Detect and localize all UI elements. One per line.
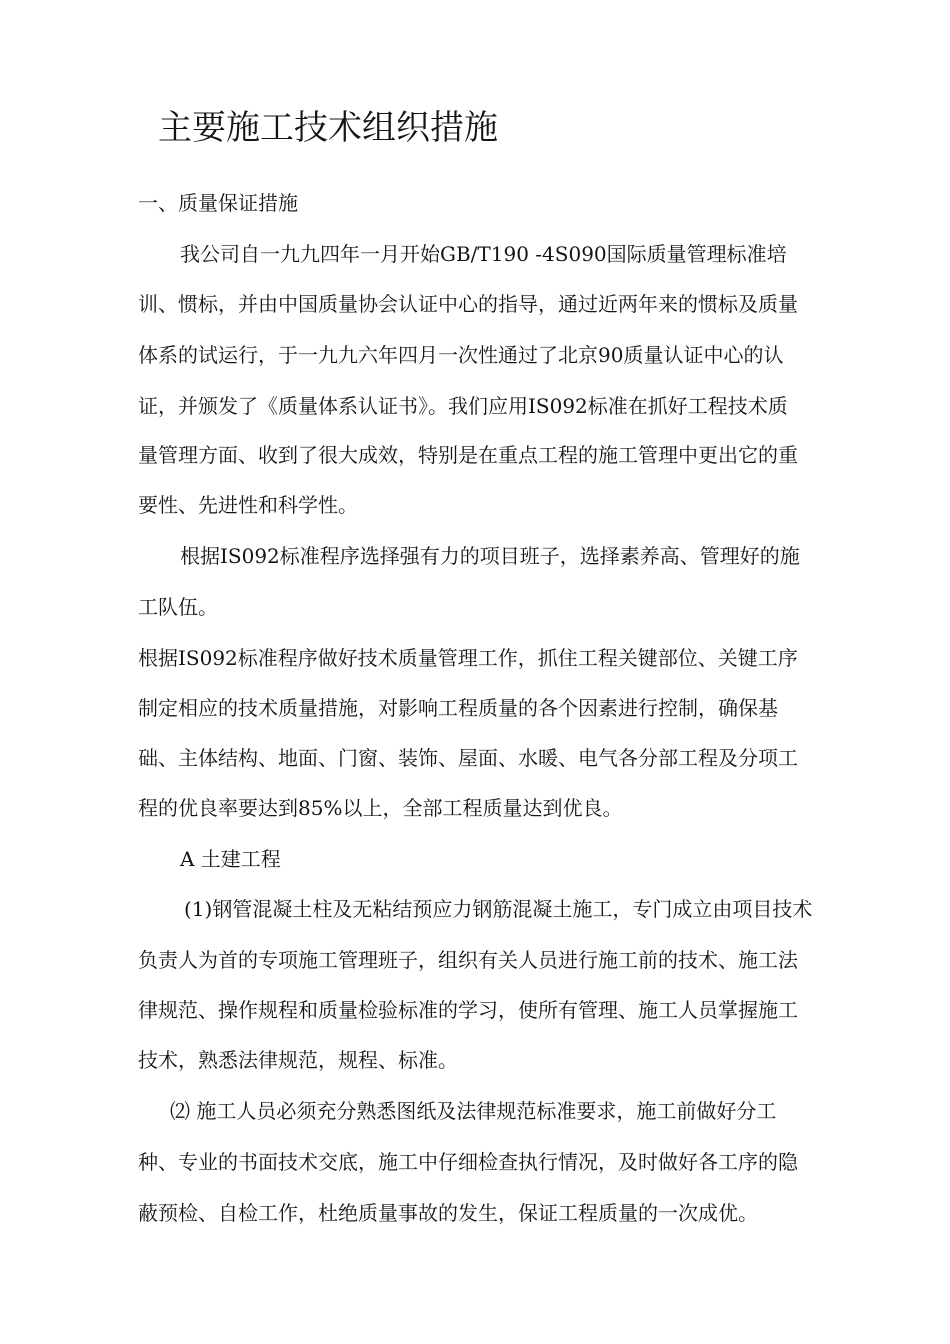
page-title: 主要施工技术组织措施 xyxy=(158,108,498,148)
paragraph-line: 负责人为首的专项施工管理班子，组织有关人员进行施工前的技术、施工法 xyxy=(138,948,798,972)
paragraph-line: 础、主体结构、地面、门窗、装饰、屋面、水暖、电气各分部工程及分项工 xyxy=(138,746,798,770)
paragraph-line: 训、惯标，并由中国质量协会认证中心的指导，通过近两年来的惯标及质量 xyxy=(138,292,798,316)
paragraph-line: 根据IS092标准程序选择强有力的项目班子，选择素养高、管理好的施 xyxy=(180,544,800,568)
paragraph-line: 律规范、操作规程和质量检验标准的学习，使所有管理、施工人员掌握施工 xyxy=(138,998,798,1022)
section-heading: 一、质量保证措施 xyxy=(138,191,298,215)
paragraph-line: 体系的试运行，于一九九六年四月一次性通过了北京90质量认证中心的认 xyxy=(138,343,784,367)
paragraph-line: 量管理方面、收到了很大成效，特别是在重点工程的施工管理中更出它的重 xyxy=(138,443,798,467)
paragraph-line: 证，并颁发了《质量体系认证书》。我们应用IS092标准在抓好工程技术质 xyxy=(138,394,788,418)
paragraph-line: 技术，熟悉法律规范，规程、标准。 xyxy=(138,1048,458,1072)
paragraph-line: 要性、先进性和科学性。 xyxy=(138,493,358,517)
paragraph-line: 种、专业的书面技术交底，施工中仔细检查执行情况，及时做好各工序的隐 xyxy=(138,1150,798,1174)
paragraph-line: ⑵ 施工人员必须充分熟悉图纸及法律规范标准要求，施工前做好分工 xyxy=(170,1099,777,1123)
paragraph-line: 程的优良率要达到85%以上，全部工程质量达到优良。 xyxy=(138,796,623,820)
paragraph-line: 工队伍。 xyxy=(138,595,218,619)
paragraph-line: 蔽预检、自检工作，杜绝质量事故的发生，保证工程质量的一次成优。 xyxy=(138,1201,758,1225)
subheading: A 土建工程 xyxy=(180,847,281,871)
paragraph-line: 根据IS092标准程序做好技术质量管理工作，抓住工程关键部位、关键工序 xyxy=(138,646,798,670)
paragraph-line: (1)钢管混凝土柱及无粘结预应力钢筋混凝土施工，专门成立由项目技术 xyxy=(184,897,813,921)
paragraph-line: 我公司自一九九四年一月开始GB/T190 -4S090国际质量管理标准培 xyxy=(180,242,787,266)
paragraph-line: 制定相应的技术质量措施，对影响工程质量的各个因素进行控制，确保基 xyxy=(138,696,778,720)
